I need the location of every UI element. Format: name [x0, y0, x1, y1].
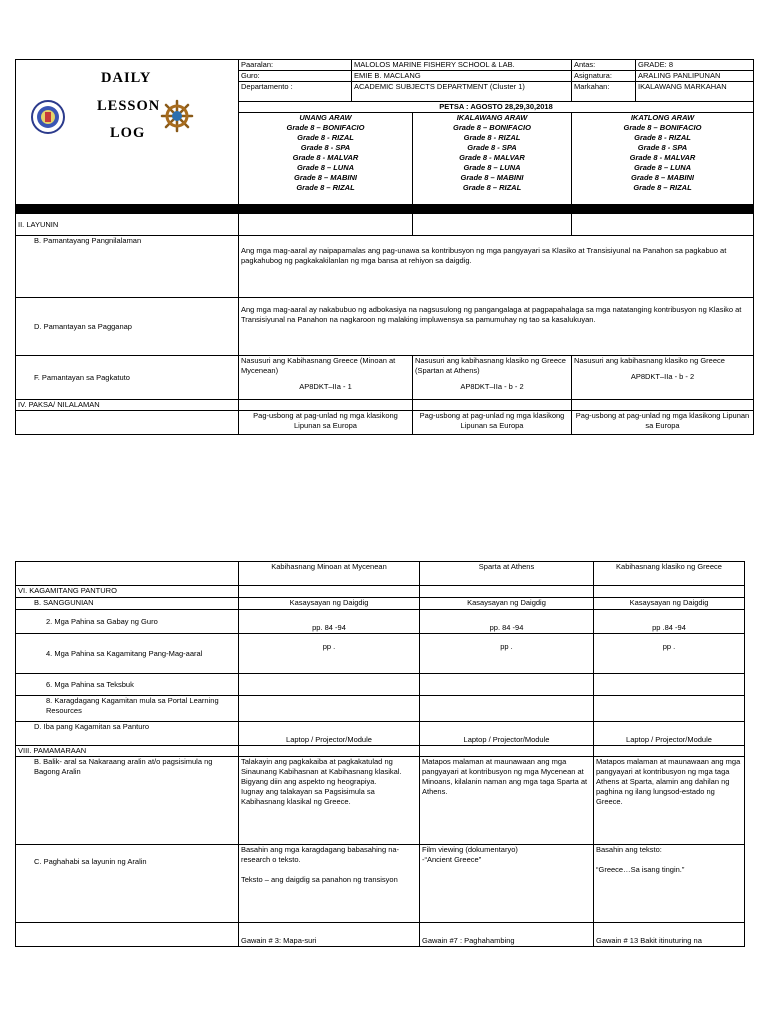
- sanggunian-label: B. SANGGUNIAN: [16, 598, 239, 610]
- paksa-blank-3: [572, 400, 754, 411]
- balik-aral-label: B. Balik- aral sa Nakaraang aralin at/o pagsisimula ng Bagong Aralin: [16, 757, 239, 845]
- balik-aral-day1: Talakayin ang pagkakaiba at pagkakatulad ng Sinaunang Kabihasnan at Kabihasnang klasikal. Bigyang diin ang aspekto ng heograpiya. Iugnay ang talakayan sa Pagsisimula sa Kabihasnang klasikal ng Greece.: [239, 757, 420, 845]
- guro-label: Guro:: [239, 71, 352, 82]
- karagdagang-day2: [420, 696, 594, 722]
- day3-grades: Grade 8 – BONIFACIO Grade 8 - RIZAL Grade 8 - SPA Grade 8 - MALVAR Grade 8 – LUNA Grade 8 – MABINI Grade 8 – RIZAL: [623, 123, 702, 192]
- gabay-label: 2. Mga Pahina sa Gabay ng Guro: [16, 610, 239, 634]
- day3-header: [572, 113, 754, 205]
- pagkatuto-day1: [239, 356, 413, 400]
- gawain-empty: [16, 923, 239, 947]
- sanggunian-day3: Kasaysayan ng Daigdig: [594, 598, 745, 610]
- pamantayang-pangnilalaman-text: Ang mga mag-aaral ay naipapamalas ang pag-unawa sa kontribusyon ng mga pangyayari sa Klasiko at Transisiyunal na Panahon sa pagkabuo at pagkahubog ng pagkakakilanlan ng mga bansa at rehiyon sa daigdig.: [239, 236, 754, 298]
- kagamitan-label: VI. KAGAMITANG PANTURO: [16, 586, 239, 598]
- paghahabi-label: C. Paghahabi sa layunin ng Aralin: [16, 845, 239, 923]
- kagamitan-day3: [594, 586, 745, 598]
- pamamaraan-day1: [239, 746, 420, 757]
- day1-name: UNANG ARAW: [299, 113, 352, 122]
- layunin-day1: [239, 214, 413, 236]
- iba-day3: Laptop / Projector/Module: [594, 722, 745, 746]
- sanggunian-day2: Kasaysayan ng Daigdig: [420, 598, 594, 610]
- pangmag-label: 4. Mga Pahina sa Kagamitang Pang-Mag-aaral: [16, 634, 239, 674]
- paghahabi-day3: Basahin ang teksto: “Greece…Sa isang tingin.”: [594, 845, 745, 923]
- teksbuk-day3: [594, 674, 745, 696]
- guro-value: EMIE B. MACLANG: [352, 71, 572, 82]
- pamamaraan-label: VIII. PAMAMARAAN: [16, 746, 239, 757]
- pangmag-day2: pp .: [420, 634, 594, 674]
- paksa-empty-label: [16, 411, 239, 435]
- paksa-blank-1: [239, 400, 413, 411]
- teksbuk-label: 6. Mga Pahina sa Teksbuk: [16, 674, 239, 696]
- teksbuk-day2: [420, 674, 594, 696]
- pagkatuto-day3: [572, 356, 754, 400]
- gawain-day3: Gawain # 13 Bakit itinuturing na: [594, 923, 745, 947]
- gawain-day1: Gawain # 3: Mapa-suri: [239, 923, 420, 947]
- departamento-label: Departamento :: [239, 82, 352, 102]
- title-log: LOG: [110, 125, 146, 141]
- antas-label: Antas:: [572, 60, 636, 71]
- day1-grades: Grade 8 – BONIFACIO Grade 8 - RIZAL Grade 8 - SPA Grade 8 - MALVAR Grade 8 – LUNA Grade 8 – MABINI Grade 8 – RIZAL: [286, 123, 365, 192]
- day3-name: IKATLONG ARAW: [630, 113, 695, 122]
- pagkatuto-day1-code: AP8DKT–IIa - 1: [299, 382, 352, 391]
- gabay-day2: pp. 84 -94: [420, 610, 594, 634]
- title-cell: [16, 60, 239, 205]
- topic-empty: [16, 562, 239, 586]
- balik-aral-day3: Matapos malaman at maunawaan ang mga pangyayari at kontribusyon ng mga taga Athens at Sparta, alamin ang dahilan ng paghina ng ilang lungsod-estado ng Greece.: [594, 757, 745, 845]
- topic-day2: Sparta at Athens: [420, 562, 594, 586]
- iba-day1: Laptop / Projector/Module: [239, 722, 420, 746]
- topic-day3: Kabihasnang klasiko ng Greece: [594, 562, 745, 586]
- paksa-day1: Pag-usbong at pag-unlad ng mga klasikong Lipunan sa Europa: [239, 411, 413, 435]
- pangmag-day3: pp .: [594, 634, 745, 674]
- gabay-day1: pp. 84 -94: [239, 610, 420, 634]
- teksbuk-day1: [239, 674, 420, 696]
- paghahabi-day2: Film viewing (dokumentaryo) -“Ancient Greece”: [420, 845, 594, 923]
- layunin-label: II. LAYUNIN: [16, 214, 239, 236]
- title-daily: DAILY: [101, 70, 152, 86]
- paksa-day3: Pag-usbong at pag-unlad ng mga klasikong Lipunan sa Europa: [572, 411, 754, 435]
- karagdagang-label: 8. Karagdagang Kagamitan mula sa Portal Learning Resources: [16, 696, 239, 722]
- pamantayang-pangnilalaman-label: B. Pamantayang Pangnilalaman: [16, 236, 239, 298]
- day2-header: [413, 113, 572, 205]
- paaralan-value: MALOLOS MARINE FISHERY SCHOOL & LAB.: [352, 60, 572, 71]
- layunin-day3: [572, 214, 754, 236]
- pamamaraan-day2: [420, 746, 594, 757]
- day1-header: [239, 113, 413, 205]
- markahan-label: Markahan:: [572, 82, 636, 102]
- pagkatuto-day2-text: Nasusuri ang kabihasnang klasiko ng Greece (Spartan at Athens): [415, 356, 566, 375]
- title-lesson: LESSON: [97, 98, 161, 114]
- layunin-day2: [413, 214, 572, 236]
- markahan-value: IKALAWANG MARKAHAN: [636, 82, 754, 102]
- paksa-day2: Pag-usbong at pag-unlad ng mga klasikong Lipunan sa Europa: [413, 411, 572, 435]
- gawain-day2: Gawain #7 : Paghahambing: [420, 923, 594, 947]
- pamamaraan-day3: [594, 746, 745, 757]
- pamantayan-pagkatuto-label: F. Pamantayan sa Pagkatuto: [16, 356, 239, 400]
- pamantayan-pagganap-text: Ang mga mag-aaral ay nakabubuo ng adbokasiya na nagsusulong ng pangangalaga at pagpapahalaga sa mga natatanging kontribusyon ng Klasiko at Transisiyunal na Panahon na nagkaroon ng malaking impluwensya sa pamumuhay ng tao sa kasalukuyan.: [239, 298, 754, 356]
- pagkatuto-day2-code: AP8DKT–IIa - b - 2: [460, 382, 524, 391]
- karagdagang-day1: [239, 696, 420, 722]
- paghahabi-day1: Basahin ang mga karagdagang babasahing na-research o teksto. Teksto – ang daigdig sa panahon ng transisyon: [239, 845, 420, 923]
- day2-grades: Grade 8 – BONIFACIO Grade 8 - RIZAL Grade 8 - SPA Grade 8 - MALVAR Grade 8 – LUNA Grade 8 – MABINI Grade 8 – RIZAL: [453, 123, 531, 192]
- pagkatuto-day3-text: Nasusuri ang kabihasnang klasiko ng Greece: [574, 356, 725, 365]
- asignatura-value: ARALING PANLIPUNAN: [636, 71, 754, 82]
- pamantayan-pagganap-label: D. Pamantayan sa Pagganap: [16, 298, 239, 356]
- pagkatuto-day2: [413, 356, 572, 400]
- day2-name: IKALAWANG ARAW: [456, 113, 528, 122]
- petsa-row: PETSA : AGOSTO 28,29,30,2018: [239, 102, 754, 113]
- balik-aral-day2: Matapos malaman at maunawaan ang mga pangyayari at kontribusyon ng mga Mycenean at Minoans, kilalanin naman ang mga taga Sparta at Athens.: [420, 757, 594, 845]
- divider-bar: [16, 205, 754, 214]
- lesson-log-table-bottom: [15, 561, 745, 947]
- kagamitan-day2: [420, 586, 594, 598]
- iba-label: D. Iba pang Kagamitan sa Panturo: [16, 722, 239, 746]
- pagkatuto-day3-code: AP8DKT–IIa - b - 2: [630, 372, 695, 381]
- asignatura-label: Asignatura:: [572, 71, 636, 82]
- topic-day1: Kabihasnang Minoan at Mycenean: [239, 562, 420, 586]
- gabay-day3: pp .84 -94: [594, 610, 745, 634]
- paksa-blank-2: [413, 400, 572, 411]
- karagdagang-day3: [594, 696, 745, 722]
- paksa-label: IV. PAKSA/ NILALAMAN: [16, 400, 239, 411]
- antas-value: GRADE: 8: [636, 60, 754, 71]
- sanggunian-day1: Kasaysayan ng Daigdig: [239, 598, 420, 610]
- pagkatuto-day1-text: Nasusuri ang Kabihasnang Greece (Minoan at Mycenean): [241, 356, 396, 375]
- iba-day2: Laptop / Projector/Module: [420, 722, 594, 746]
- lesson-log-table-top: [15, 59, 754, 435]
- pangmag-day1: pp .: [239, 634, 420, 674]
- departamento-value: ACADEMIC SUBJECTS DEPARTMENT (Cluster 1): [352, 82, 572, 102]
- kagamitan-day1: [239, 586, 420, 598]
- paaralan-label: Paaralan:: [239, 60, 352, 71]
